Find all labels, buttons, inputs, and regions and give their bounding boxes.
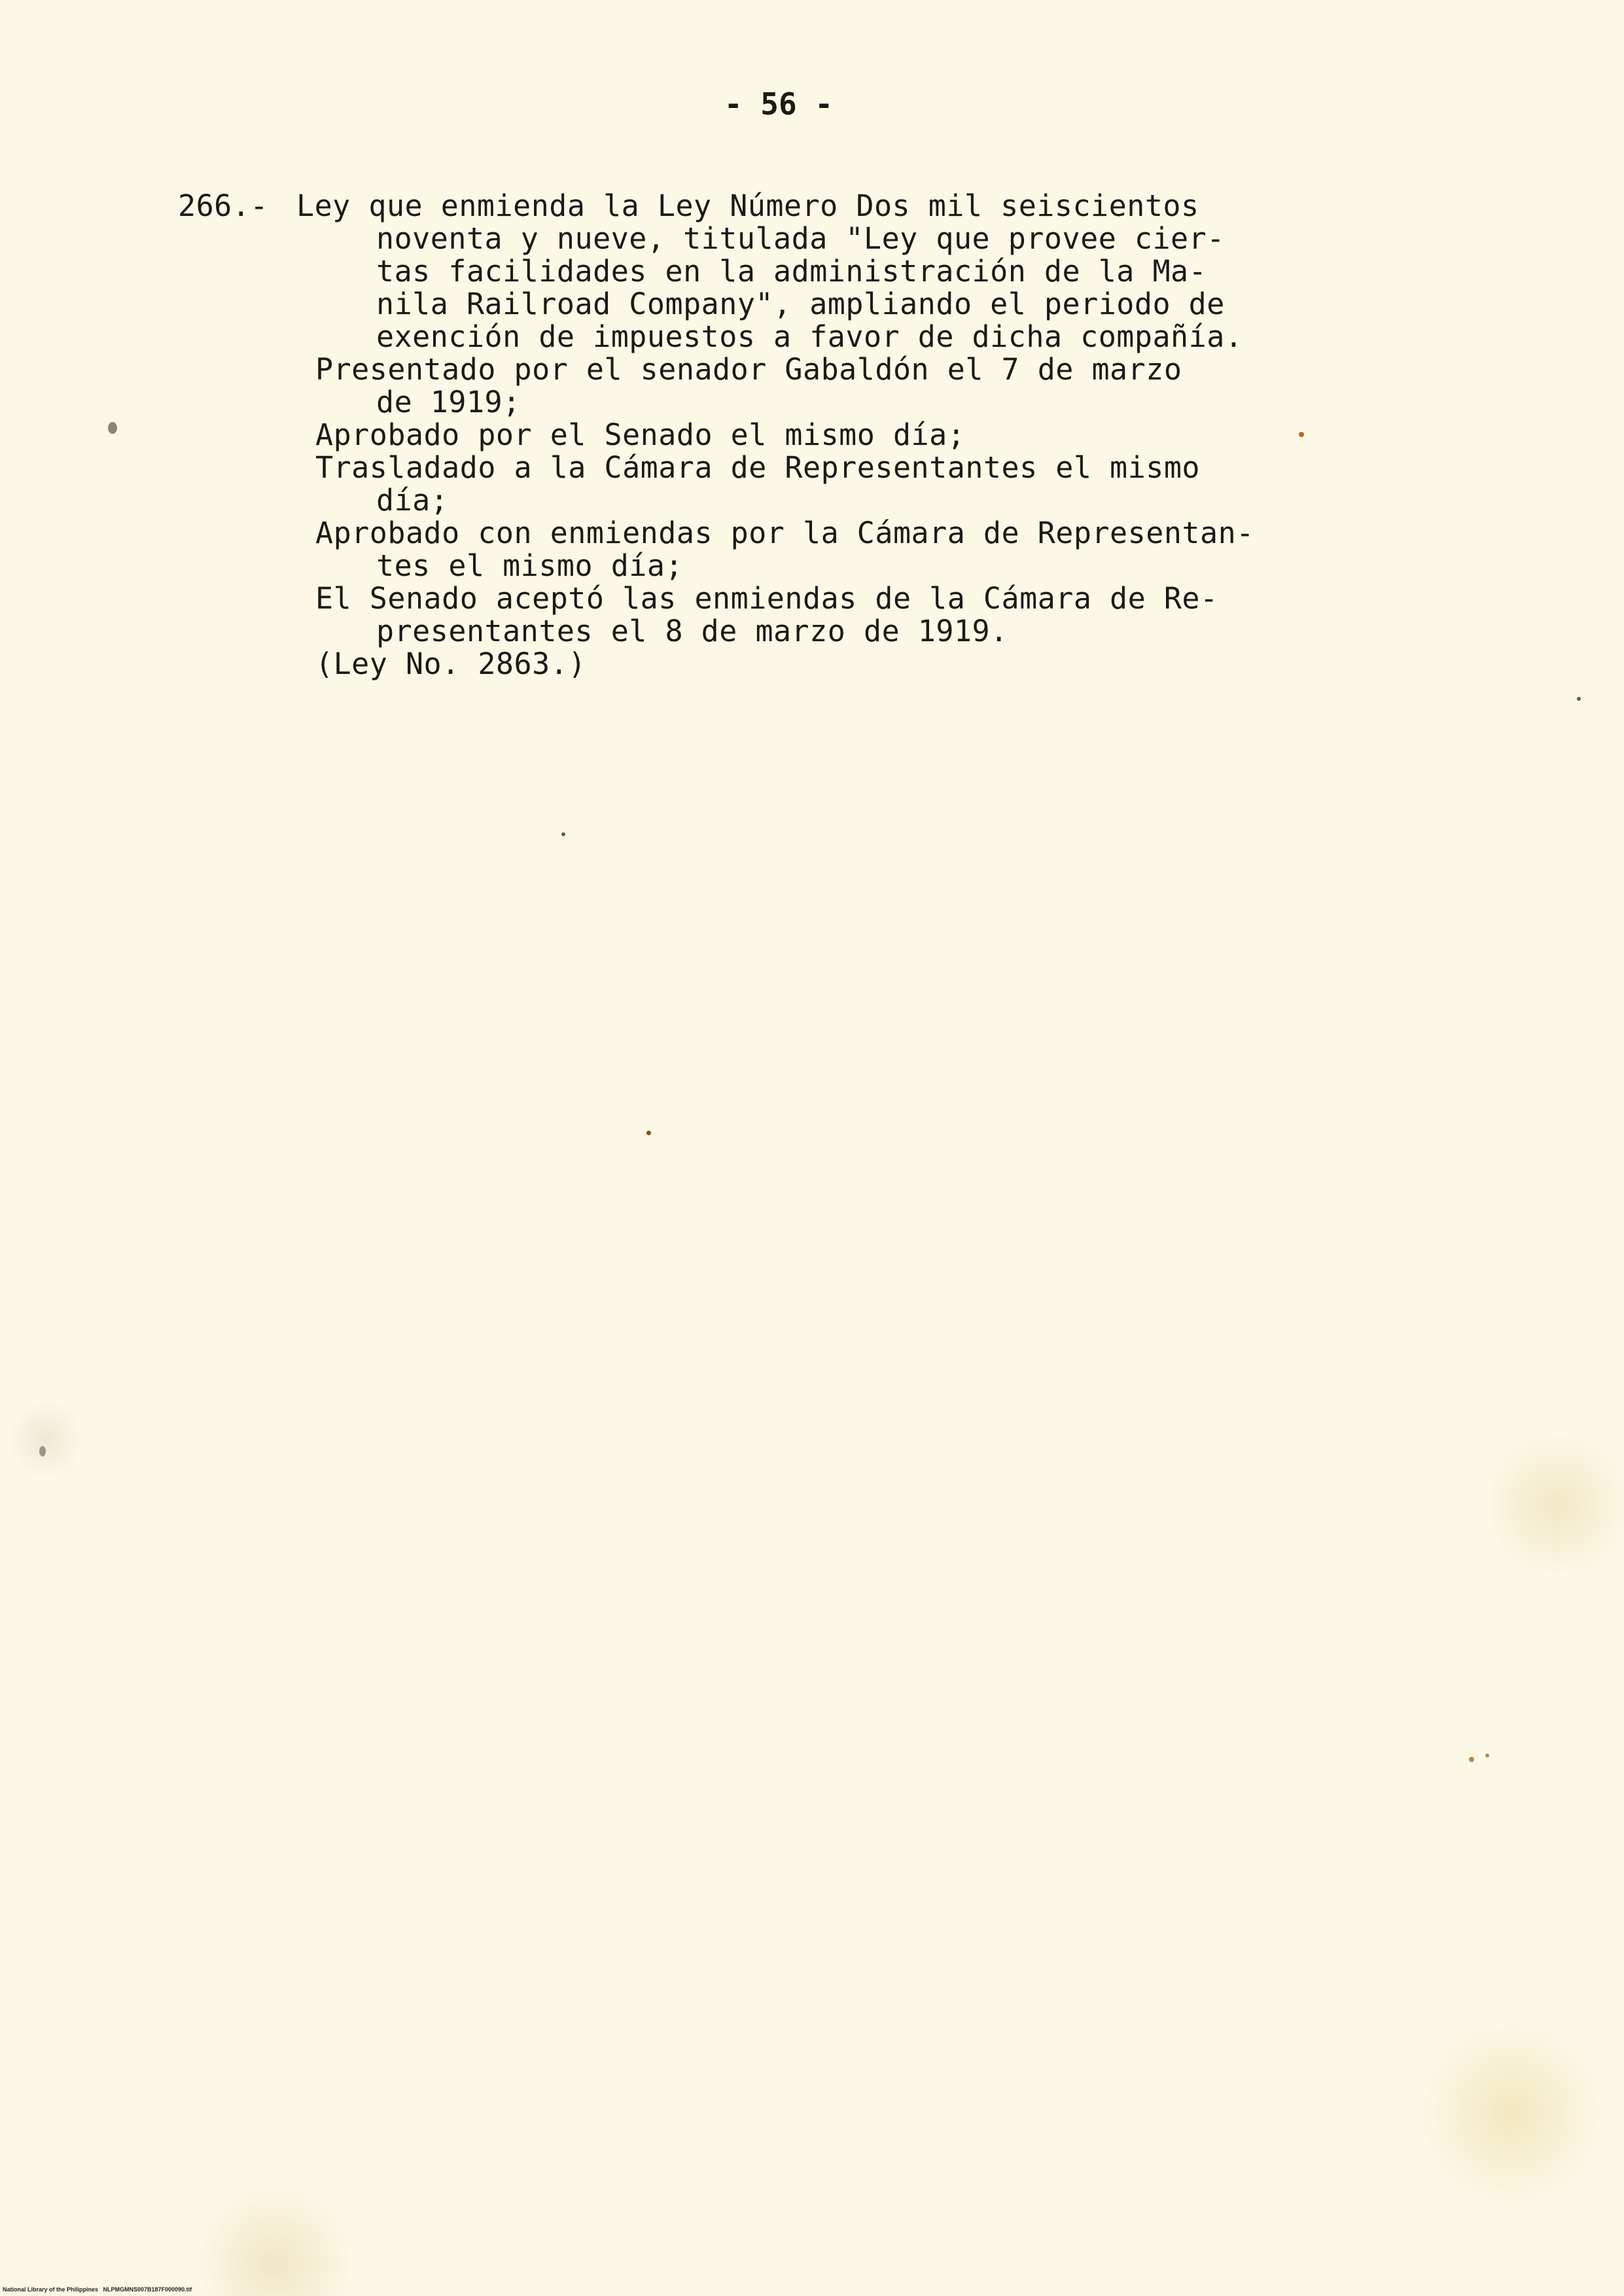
paper-speck [1299, 432, 1304, 437]
entry-title-line: exención de impuestos a favor de dicha compañía. [376, 319, 1243, 354]
history-line: (Ley No. 2863.) [315, 646, 586, 681]
paper-speck [108, 422, 117, 434]
history-line: Aprobado con enmiendas por la Cámara de Representan- [315, 516, 1254, 550]
paper-speck [1485, 1754, 1489, 1757]
entry-title-line: noventa y nueve, titulada "Ley que provee cier- [376, 221, 1225, 256]
page-number: - 56 - [724, 86, 834, 122]
paper-speck [561, 832, 565, 836]
paper-speck [1469, 1757, 1474, 1762]
entry-title-line: nila Railroad Company", ampliando el periodo de [376, 287, 1225, 321]
history-line: día; [376, 483, 449, 518]
entry-title-line: tas facilidades en la administración de la Ma- [376, 254, 1207, 289]
history-line: tes el mismo día; [376, 548, 684, 583]
entry-number: 266.- [178, 188, 268, 223]
paper-speck [646, 1131, 651, 1135]
history-line: Trasladado a la Cámara de Representantes el mismo [315, 450, 1201, 485]
history-line: Aprobado por el Senado el mismo día; [315, 417, 966, 452]
entry-title-line: Ley que enmienda la Ley Número Dos mil seiscientos [296, 188, 1199, 223]
paper-speck [1577, 697, 1581, 701]
history-line: de 1919; [376, 385, 521, 419]
history-line: El Senado aceptó las enmiendas de la Cámara de Re- [315, 581, 1218, 616]
footer-caption: National Library of the Philippines NLPMGMNS007B187F000090.tif [3, 2286, 192, 2293]
paper-speck [39, 1446, 46, 1457]
history-line: Presentado por el senador Gabaldón el 7 de marzo [315, 352, 1182, 387]
history-line: presentantes el 8 de marzo de 1919. [376, 614, 1008, 648]
